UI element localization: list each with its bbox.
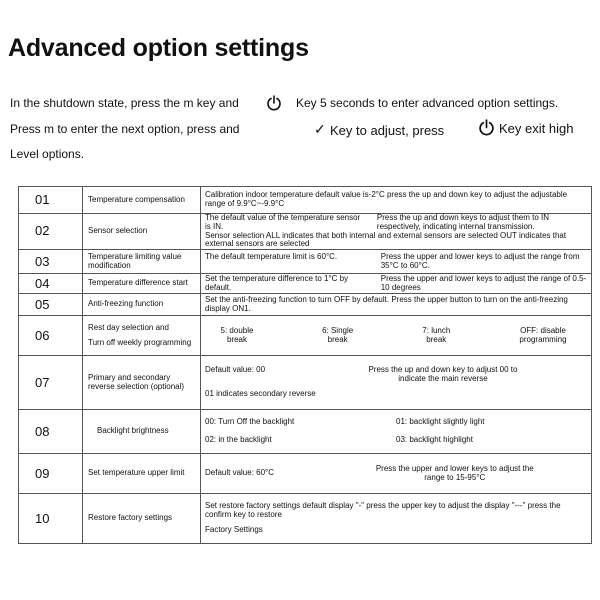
table-row bbox=[19, 187, 592, 214]
option-description bbox=[201, 250, 592, 274]
option-choice: 01: backlight slightly light bbox=[396, 417, 485, 427]
option-choice: 6: Single break bbox=[322, 325, 354, 344]
option-name: Set temperature upper limit bbox=[83, 454, 201, 494]
table-row bbox=[19, 214, 592, 250]
option-number: 06 bbox=[19, 316, 83, 356]
option-description-default: The default value of the temperature sensor is IN. bbox=[205, 213, 361, 231]
option-description-adjust: Press the up and down keys to adjust them to IN respectively, indicating internal transmission. bbox=[376, 213, 549, 231]
table-row bbox=[19, 250, 592, 274]
option-name-line2: Turn off weekly programming bbox=[88, 337, 192, 347]
table-row bbox=[19, 316, 592, 356]
intro-line2-exit: Key exit high bbox=[499, 121, 574, 136]
option-description bbox=[201, 274, 592, 294]
option-name: Primary and secondary reverse selection (optional) bbox=[83, 356, 201, 410]
option-name: Restore factory settings bbox=[83, 494, 201, 544]
option-name: Temperature difference start bbox=[83, 274, 201, 294]
option-description-note: Factory Settings bbox=[205, 525, 263, 535]
option-description-adjust: Press the upper and lower keys to adjust the range from 35°C to 60°C. bbox=[380, 251, 580, 270]
option-description: Set the anti-freezing function to turn OFF by default. Press the upper button to turn on the anti-freezing display ON1. bbox=[201, 294, 592, 316]
option-number: 10 bbox=[19, 494, 83, 544]
power-icon bbox=[478, 119, 495, 136]
option-name-line1: Rest day selection and bbox=[88, 322, 169, 332]
option-number: 04 bbox=[19, 274, 83, 294]
intro-line2-adjust: Key to adjust, press bbox=[330, 123, 445, 138]
option-number: 07 bbox=[19, 356, 83, 410]
option-description bbox=[201, 410, 592, 454]
option-description-default: Default value: 00 bbox=[205, 365, 266, 375]
option-description bbox=[201, 494, 592, 544]
table-row bbox=[19, 294, 592, 316]
option-choice: OFF: disable programming bbox=[519, 325, 567, 344]
option-choice: 7: lunch break bbox=[422, 325, 451, 344]
table-row bbox=[19, 274, 592, 294]
option-choice: 03: backlight highlight bbox=[396, 435, 473, 445]
option-description bbox=[201, 214, 592, 250]
option-description-adjust: Press the up and down key to adjust 00 to indicate the main reverse bbox=[368, 365, 518, 384]
option-choice: 02: in the backlight bbox=[205, 435, 272, 445]
option-choice: 5: double break bbox=[220, 325, 254, 344]
option-name bbox=[83, 316, 201, 356]
checkmark-icon: ✓ bbox=[314, 121, 326, 137]
option-description bbox=[201, 316, 592, 356]
option-description: Calibration indoor temperature default value is-2°C press the up and down key to adjust the adjustable range of 9.9°C~-9.9°C bbox=[201, 187, 592, 214]
option-number: 09 bbox=[19, 454, 83, 494]
option-description-default: Set restore factory settings default display "-" press the upper key to adjust the display "---" press the confirm key to restore bbox=[205, 501, 561, 520]
option-number: 02 bbox=[19, 214, 83, 250]
option-description-note: 01 indicates secondary reverse bbox=[205, 389, 316, 399]
option-number: 08 bbox=[19, 410, 83, 454]
options-table bbox=[18, 186, 592, 544]
option-name: Backlight brightness bbox=[83, 410, 201, 454]
power-icon bbox=[266, 95, 282, 111]
table-row bbox=[19, 356, 592, 410]
option-name: Temperature compensation bbox=[83, 187, 201, 214]
option-description-adjust: Press the upper and lower keys to adjust the range to 15-95°C bbox=[375, 463, 534, 482]
option-choice: 00: Turn Off the backlight bbox=[205, 417, 295, 427]
table-row bbox=[19, 494, 592, 544]
intro-line2-text: Press m to enter the next option, press and bbox=[10, 122, 240, 136]
option-description-adjust: Press the upper and lower keys to adjust the range of 0.5-10 degrees bbox=[380, 273, 587, 292]
option-number: 03 bbox=[19, 250, 83, 274]
option-name: Temperature limiting value modification bbox=[83, 250, 201, 274]
option-description bbox=[201, 454, 592, 494]
option-description-default: The default temperature limit is 60°C. bbox=[205, 251, 338, 261]
option-number: 01 bbox=[19, 187, 83, 214]
option-name: Sensor selection bbox=[83, 214, 201, 250]
intro-line3-text: Level options. bbox=[10, 147, 85, 161]
table-row bbox=[19, 454, 592, 494]
option-description-default: Set the temperature difference to 1°C by default. bbox=[205, 273, 349, 292]
intro-line1-text: In the shutdown state, press the m key and bbox=[10, 96, 239, 110]
page-title: Advanced option settings bbox=[8, 34, 309, 62]
option-description-note: Sensor selection ALL indicates that both internal and external sensors are selected OUT indicates that external sensors are selected bbox=[205, 230, 567, 249]
option-description-default: Default value: 60°C bbox=[205, 468, 275, 478]
option-name: Anti-freezing function bbox=[83, 294, 201, 316]
intro-line1-continued: Key 5 seconds to enter advanced option settings. bbox=[296, 96, 559, 110]
option-description bbox=[201, 356, 592, 410]
option-number: 05 bbox=[19, 294, 83, 316]
table-row bbox=[19, 410, 592, 454]
